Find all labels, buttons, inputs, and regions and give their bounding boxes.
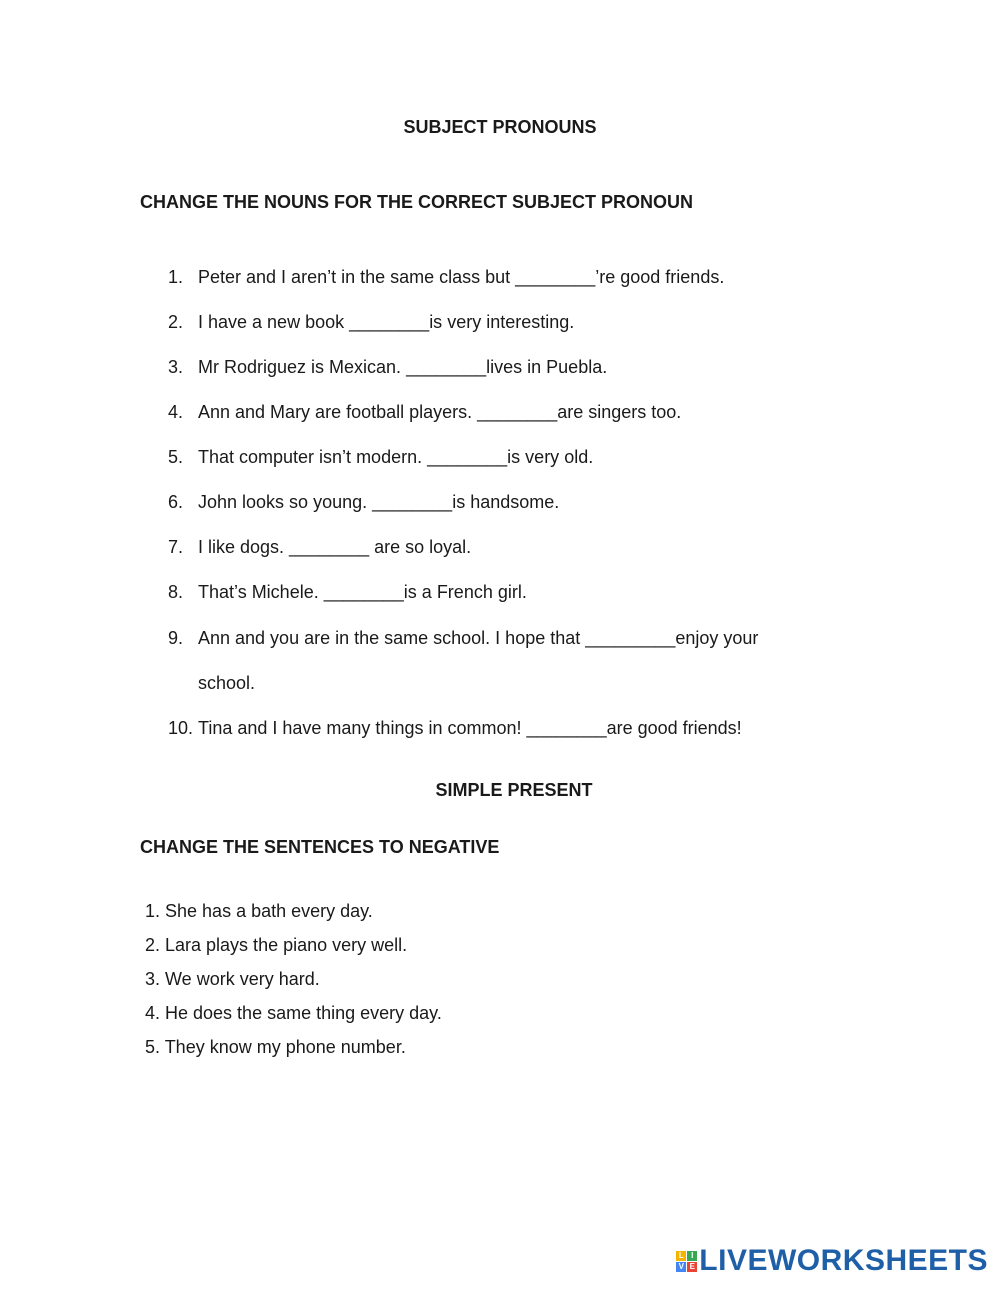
item-number: 9. <box>168 628 184 648</box>
item-number: 7. <box>168 537 184 557</box>
item-number: 10. <box>168 718 194 738</box>
list-item <box>168 312 574 333</box>
list-item <box>168 537 471 558</box>
item-text: Ann and you are in the same school. I hope that _________enjoy your <box>198 628 759 648</box>
list-item: 4. He does the same thing every day. <box>145 1003 442 1023</box>
logo-mark-letter: E <box>687 1262 697 1272</box>
item-text: That’s Michele. ________is a French girl. <box>198 582 527 602</box>
item-text: Mr Rodriguez is Mexican. ________lives in Puebla. <box>198 357 608 377</box>
list-item <box>168 267 724 288</box>
list-item: 3. We work very hard. <box>145 969 320 989</box>
section-instruction-negative: CHANGE THE SENTENCES TO NEGATIVE <box>140 837 500 857</box>
list-item <box>168 582 527 603</box>
item-number: 8. <box>168 582 184 602</box>
list-item <box>168 357 607 378</box>
list-item <box>168 447 593 468</box>
liveworksheets-logo <box>676 1244 988 1278</box>
list-item: 5. They know my phone number. <box>145 1037 406 1057</box>
section-title-simple-present: SIMPLE PRESENT <box>435 780 593 800</box>
logo-mark-letter: L <box>676 1251 686 1261</box>
item-text: Peter and I aren’t in the same class but ________’re good friends. <box>198 267 725 287</box>
item-number: 2. <box>168 312 184 332</box>
item-number: 5. <box>168 447 184 467</box>
logo-mark-letter: I <box>687 1251 697 1261</box>
section-instruction-pronouns: CHANGE THE NOUNS FOR THE CORRECT SUBJECT PRONOUN <box>140 192 694 212</box>
item-text: Tina and I have many things in common! ________are good friends! <box>198 718 742 738</box>
list-item <box>168 492 559 513</box>
item-text: I like dogs. ________ are so loyal. <box>198 537 472 557</box>
item-text: I have a new book ________is very interesting. <box>198 312 575 332</box>
item-text: John looks so young. ________is handsome. <box>198 492 560 512</box>
item-number: 1. <box>168 267 184 287</box>
item-number: 4. <box>168 402 184 422</box>
list-item <box>168 402 681 423</box>
liveworksheets-logo-icon <box>676 1251 697 1272</box>
item-number: 6. <box>168 492 184 512</box>
item-text: That computer isn’t modern. ________is very old. <box>198 447 594 467</box>
list-item <box>168 628 758 649</box>
list-item: 1. She has a bath every day. <box>145 901 373 921</box>
list-item <box>168 718 742 739</box>
logo-text: LIVEWORKSHEETS <box>699 1244 988 1277</box>
item-text: Ann and Mary are football players. ________are singers too. <box>198 402 682 422</box>
item-number: 3. <box>168 357 184 377</box>
logo-mark-letter: V <box>676 1262 686 1272</box>
list-item: 2. Lara plays the piano very well. <box>145 935 408 955</box>
item-continuation: school. <box>198 673 256 693</box>
section-title-subject-pronouns: SUBJECT PRONOUNS <box>403 117 597 137</box>
